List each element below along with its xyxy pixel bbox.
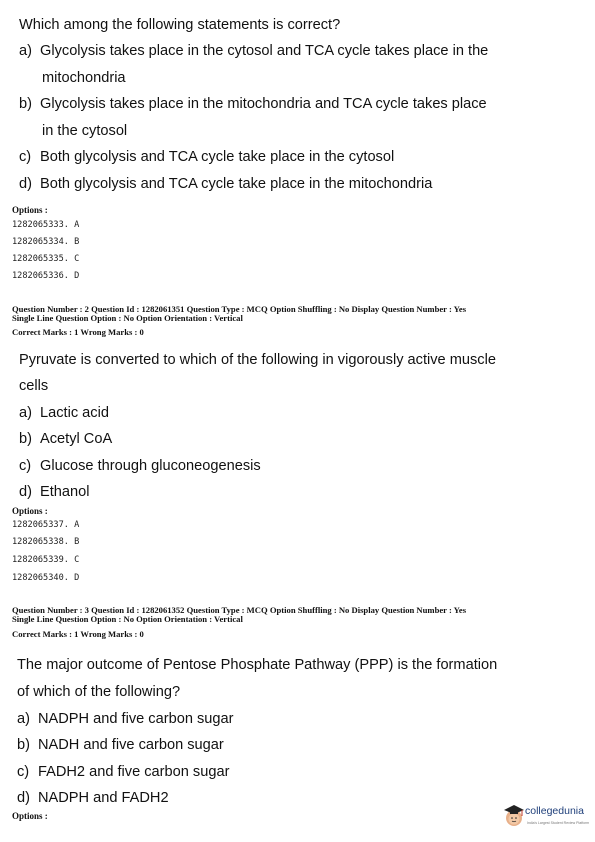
q2-marks: Correct Marks : 1 Wrong Marks : 0 <box>12 327 144 337</box>
q3-option-c <box>17 763 229 781</box>
option-text: Glycolysis takes place in the mitochondria and TCA cycle takes place <box>40 96 487 112</box>
option-letter: d) <box>19 484 32 500</box>
q2-option-b <box>19 430 112 448</box>
q2-option-id: 1282065339. C <box>12 555 80 565</box>
option-text: NADPH and five carbon sugar <box>38 711 234 727</box>
q1-option-id: 1282065333. A <box>12 220 80 230</box>
logo-tagline: India's Largest Student Review Platform <box>527 821 590 825</box>
q3-stem-cont: of which of the following? <box>17 684 181 700</box>
q2-options-label: Options : <box>12 506 48 516</box>
graduate-mascot-icon <box>503 803 525 829</box>
q1-option-id: 1282065334. B <box>12 237 80 247</box>
q3-option-d <box>17 789 169 807</box>
q1-stem: Which among the following statements is correct? <box>19 17 341 33</box>
q3-option-b <box>17 736 224 754</box>
option-letter: c) <box>17 764 30 780</box>
q2-option-id: 1282065337. A <box>12 520 80 530</box>
q1-option-a <box>19 42 488 60</box>
q2-option-a <box>19 404 109 422</box>
q3-marks: Correct Marks : 1 Wrong Marks : 0 <box>12 629 144 639</box>
option-letter: b) <box>19 431 32 447</box>
q3-meta-line1: Question Number : 3 Question Id : 1282061352 Question Type : MCQ Option Shuffling : No Display Question Number : Yes <box>12 605 467 615</box>
q1-option-b-cont: in the cytosol <box>42 123 128 139</box>
q1-option-b <box>19 95 487 113</box>
option-letter: a) <box>19 43 32 59</box>
q1-option-a-cont: mitochondria <box>42 70 126 86</box>
option-text: Lactic acid <box>40 405 109 421</box>
option-text: Ethanol <box>40 484 90 500</box>
q1-options-label: Options : <box>12 205 48 215</box>
q2-stem-cont: cells <box>19 378 49 394</box>
option-text: NADH and five carbon sugar <box>38 737 224 753</box>
q3-option-a <box>17 710 234 728</box>
q2-option-id: 1282065340. D <box>12 573 80 583</box>
option-letter: c) <box>19 458 32 474</box>
q1-option-id: 1282065335. C <box>12 254 80 264</box>
option-text: Acetyl CoA <box>40 431 113 447</box>
q3-stem: The major outcome of Pentose Phosphate Pathway (PPP) is the formation <box>17 657 498 673</box>
option-letter: a) <box>17 711 30 727</box>
q1-option-id: 1282065336. D <box>12 271 80 281</box>
option-letter: c) <box>19 149 32 165</box>
option-text: Both glycolysis and TCA cycle take place in the mitochondria <box>40 176 433 192</box>
option-letter: d) <box>17 790 30 806</box>
option-text: Both glycolysis and TCA cycle take place in the cytosol <box>40 149 395 165</box>
q3-options-label: Options : <box>12 811 48 821</box>
option-letter: d) <box>19 176 32 192</box>
q2-option-d <box>19 483 90 501</box>
collegedunia-logo <box>503 803 593 831</box>
option-letter: b) <box>17 737 30 753</box>
q1-option-c <box>19 148 394 166</box>
logo-wordmark: collegedunia <box>525 805 584 817</box>
q2-meta-line2: Single Line Question Option : No Option Orientation : Vertical <box>12 313 243 323</box>
q3-meta-line2: Single Line Question Option : No Option Orientation : Vertical <box>12 614 243 624</box>
q2-stem: Pyruvate is converted to which of the following in vigorously active muscle <box>19 352 496 368</box>
q2-option-id: 1282065338. B <box>12 537 80 547</box>
option-letter: b) <box>19 96 32 112</box>
option-text: NADPH and FADH2 <box>38 790 169 806</box>
option-letter: a) <box>19 405 32 421</box>
q2-meta-line1: Question Number : 2 Question Id : 1282061351 Question Type : MCQ Option Shuffling : No Display Question Number : Yes <box>12 304 467 314</box>
option-text: Glycolysis takes place in the cytosol and TCA cycle takes place in the <box>40 43 489 59</box>
option-text: Glucose through gluconeogenesis <box>40 458 261 474</box>
option-text: FADH2 and five carbon sugar <box>38 764 230 780</box>
q1-option-d <box>19 175 432 193</box>
q2-option-c <box>19 457 261 475</box>
